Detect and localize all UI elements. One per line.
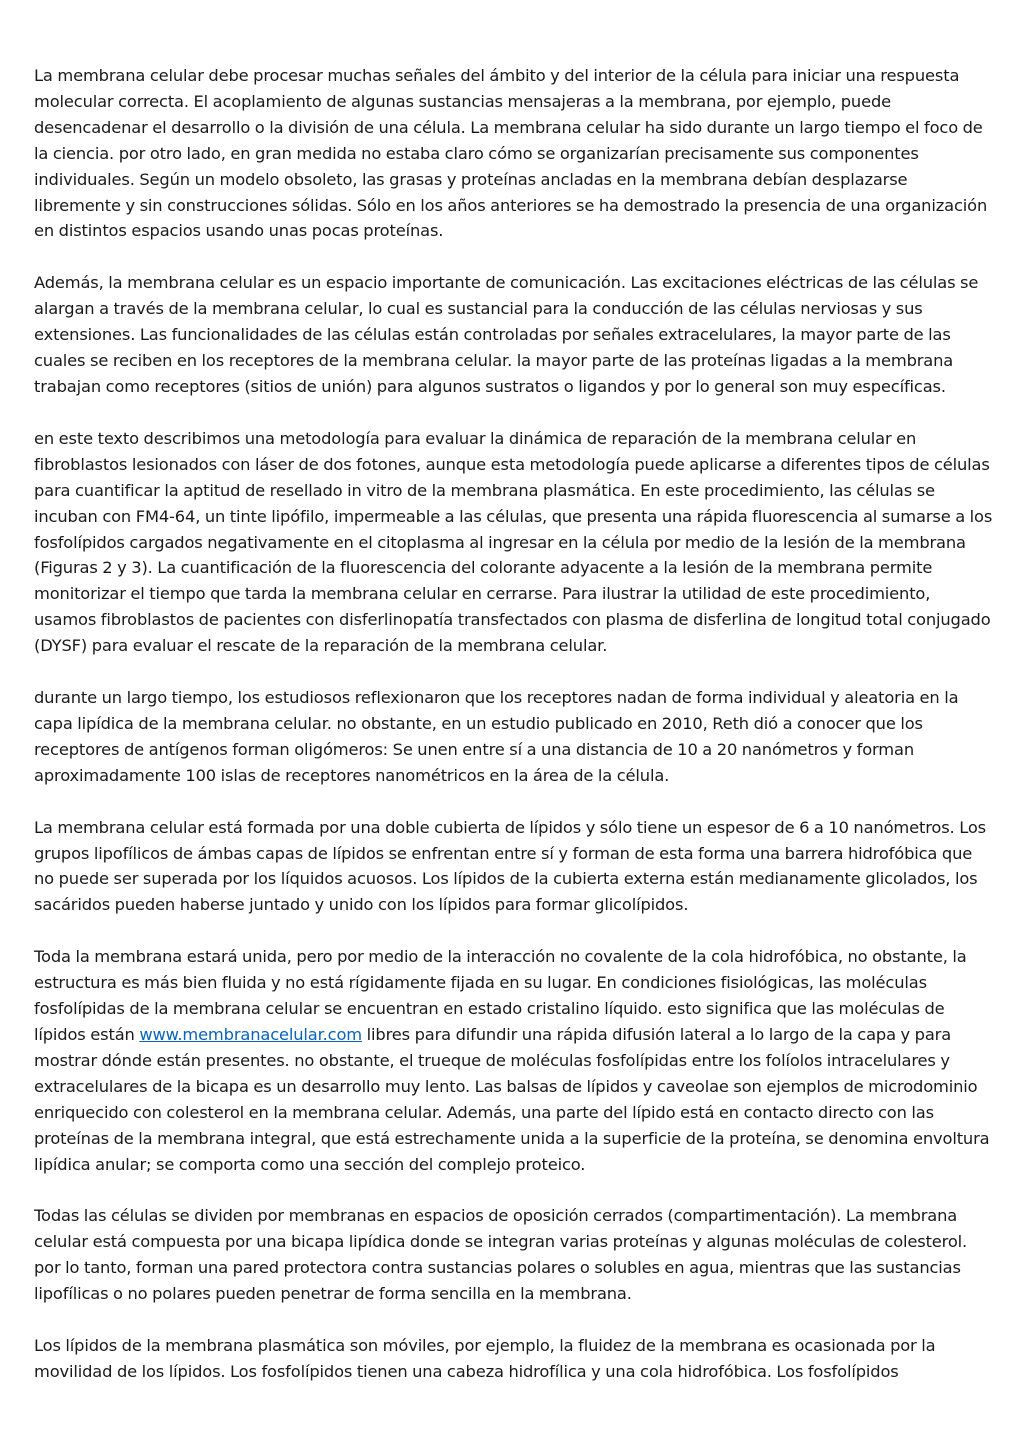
paragraph-1: La membrana celular debe procesar muchas señales del ámbito y del interior de la célula para iniciar una respuesta molecular correcta. El acoplamiento de algunas sustancias mensajeras a la membrana, por ejemplo, puede desencadenar el desarrollo o la división de una célula. La membrana celular ha sido durante un largo tiempo el foco de la ciencia. por otro lado, en gran medida no estaba claro cómo se organizarían precisamente sus componentes individuales. Según un modelo obsoleto, las grasas y proteínas ancladas en la membrana debían desplazarse libremente y sin construcciones sólidas. Sólo en los años anteriores se ha demostrado la presencia de una organización en distintos espacios usando unas pocas proteínas. xyxy=(34,66,988,241)
paragraph-4: durante un largo tiempo, los estudiosos reflexionaron que los receptores nadan de forma individual y aleatoria en la capa lipídica de la membrana celular. no obstante, en un estudio publicado en 2010, Reth dió a conocer que los receptores de antígenos forman oligómeros: Se unen entre sí a una distancia de 10 a 20 nanómetros y forman aproximadamente 100 islas de receptores nanométricos en la área de la célula. xyxy=(34,688,959,785)
paragraph-5: La membrana celular está formada por una doble cubierta de lípidos y sólo tiene un espesor de 6 a 10 nanómetros. Los grupos lipofílicos de ámbas capas de lípidos se enfrentan entre sí y forman de esta forma una barrera hidrofóbica que no puede ser superada por los líquidos acuosos. Los lípidos de la cubierta externa están medianamente glicolados, los sacáridos pueden haberse juntado y unido con los lípidos para formar glicolípidos. xyxy=(34,817,986,915)
paragraph-7: Todas las células se dividen por membranas en espacios de oposición cerrados (compartimentación). La membrana celular está compuesta por una bicapa lipídica donde se integran varias proteínas y algunas moléculas de colesterol. por lo tanto, forman una pared protectora contra sustancias polares o solubles en agua, mientras que las sustancias lipofílicas o no polares pueden penetrar de forma sencilla en la membrana. xyxy=(34,1206,968,1304)
paragraph-6 xyxy=(34,944,994,1177)
paragraph-8: Los lípidos de la membrana plasmática son móviles, por ejemplo, la fluidez de la membrana es ocasionada por la movilidad de los lípidos. Los fosfolípidos tienen una cabeza hidrofílica y una cola hidrofóbica. Los fosfolípidos xyxy=(34,1336,936,1381)
paragraph-6-text-before-link: Toda la membrana estará unida, pero por medio de la interacción no covalente de la cola hidrofóbica, no obstante, la estructura es más bien fluida y no está rígidamente fijada en su lugar. En condiciones fisiológicas, las moléculas fosfolípidas de la membrana celular se encuentran en estado cristalino líquido. esto significa que las moléculas de lípidos están xyxy=(34,947,967,1044)
paragraph-3: en este texto describimos una metodología para evaluar la dinámica de reparación de la membrana celular en fibroblastos lesionados con láser de dos fotones, aunque esta metodología puede aplicarse a diferentes tipos de células para cuantificar la aptitud de resellado in vitro de la membrana plasmática. En este procedimiento, las células se incuban con FM4-64, un tinte lipófilo, impermeable a las células, que presenta una rápida fluorescencia al sumarse a los fosfolípidos cargados negativamente en el citoplasma al ingresar en la célula por medio de la lesión de la membrana (Figuras 2 y 3). La cuantificación de la fluorescencia del colorante adyacente a la lesión de la membrana permite monitorizar el tiempo que tarda la membrana celular en cerrarse. Para ilustrar la utilidad de este procedimiento, usamos fibroblastos de pacientes con disferlinopatía transfectados con plasma de disferlina de longitud total conjugado (DYSF) para evaluar el rescate de la reparación de la membrana celular. xyxy=(34,428,993,656)
paragraph-2: Además, la membrana celular es un espacio importante de comunicación. Las excitaciones eléctricas de las células se alargan a través de la membrana celular, lo cual es sustancial para la conducción de las células nerviosas y sus extensiones. Las funcionalidades de las células están controladas por señales extracelulares, la mayor parte de las cuales se reciben en los receptores de la membrana celular. la mayor parte de las proteínas ligadas a la membrana trabajan como receptores (sitios de unión) para algunos sustratos o ligandos y por lo general son muy específicas. xyxy=(34,273,979,396)
paragraph-6-text-after-link: libres para difundir una rápida difusión lateral a lo largo de la capa y para mostrar dónde están presentes. no obstante, el trueque de moléculas fosfolípidas entre los folíolos intracelulares y extracelulares de la bicapa es un desarrollo muy lento. Las balsas de lípidos y caveolae son ejemplos de microdominio enriquecido con colesterol en la membrana celular. Además, una parte del lípido está en contacto directo con las proteínas de la membrana integral, que está estrechamente unida a la superficie de la proteína, se denomina envoltura lipídica anular; se comporta como una sección del complejo proteico. xyxy=(34,1025,990,1174)
membranacelular-link[interactable]: www.membranacelular.com xyxy=(139,1025,363,1044)
document-body xyxy=(34,63,994,1385)
